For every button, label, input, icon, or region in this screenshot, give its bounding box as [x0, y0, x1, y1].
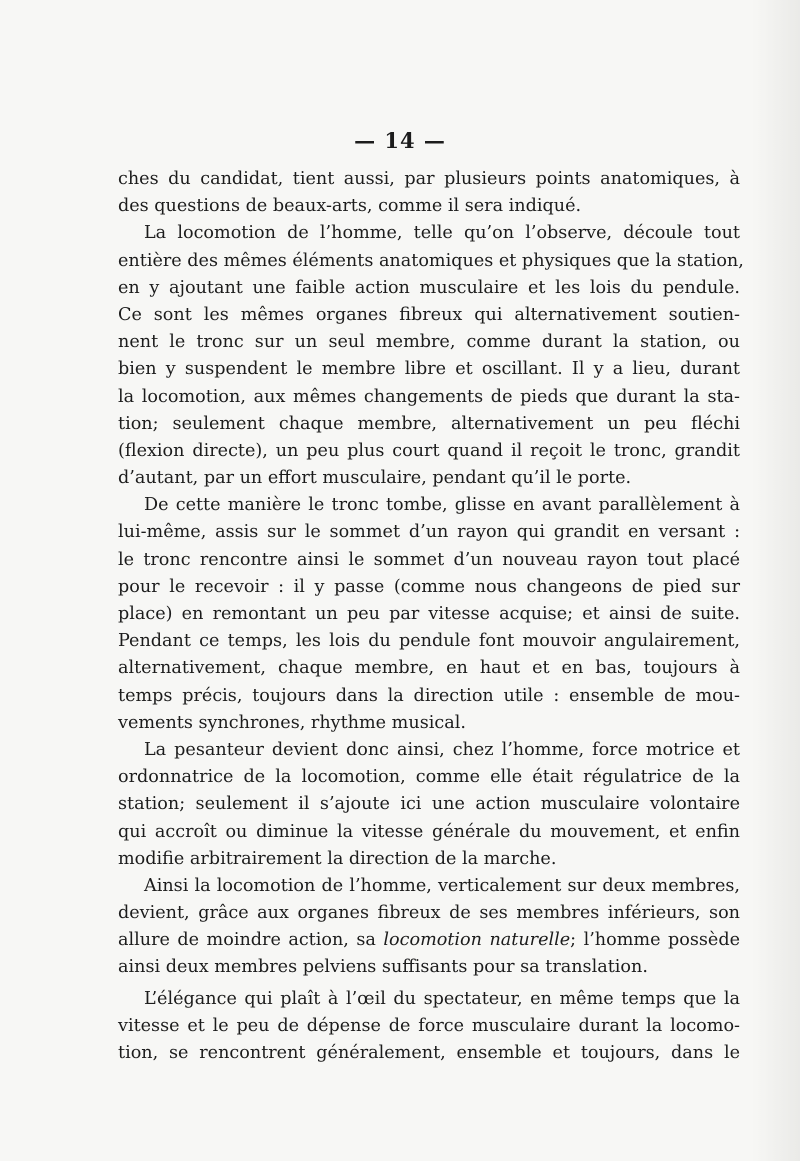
text-line: lui-même, assis sur le sommet d’un rayon qui grandit en versant :: [118, 522, 740, 543]
text-line: Ainsi la locomotion de l’homme, verticalement sur deux membres,: [144, 875, 740, 896]
text-line: pour le recevoir : il y passe (comme nous changeons de pied sur: [118, 576, 740, 597]
text-line: alternativement, chaque membre, en haut et en bas, toujours à: [118, 658, 740, 679]
text-line: Ce sont les mêmes organes fibreux qui alternativement soutien-: [118, 304, 740, 325]
text-line: temps précis, toujours dans la direction utile : ensemble de mou-: [118, 685, 740, 706]
text-line: qui accroît ou diminue la vitesse générale du mouvement, et enfin: [118, 821, 740, 842]
text-line: d’autant, par un effort musculaire, pendant qu’il le porte.: [118, 468, 632, 489]
page-edge-shadow: [752, 0, 800, 1161]
text-line: De cette manière le tronc tombe, glisse en avant parallèlement à: [144, 495, 740, 516]
text-line: tion, se rencontrent généralement, ensemble et toujours, dans le: [118, 1043, 740, 1063]
text-line: tion; seulement chaque membre, alternativement un peu fléchi: [118, 413, 740, 434]
text-line: des questions de beaux-arts, comme il sera indiqué.: [118, 196, 582, 217]
text-line: vements synchrones, rhythme musical.: [118, 712, 466, 733]
text-line: La locomotion de l’homme, telle qu’on l’observe, découle tout: [144, 223, 740, 244]
text-line: devient, grâce aux organes fibreux de ses membres inférieurs, son: [118, 903, 740, 924]
text-line: nent le tronc sur un seul membre, comme durant la station, ou: [118, 332, 740, 353]
text-line: modifie arbitrairement la direction de la marche.: [118, 848, 557, 869]
text-line: vitesse et le peu de dépense de force musculaire durant la locomo-: [118, 1015, 740, 1036]
text-line: [118, 927, 740, 954]
text-line: le tronc rencontre ainsi le sommet d’un nouveau rayon tout placé: [118, 549, 740, 570]
text-line: La pesanteur devient donc ainsi, chez l’homme, force motrice et: [144, 739, 740, 760]
page-number: — 14 —: [354, 128, 446, 153]
text-line: L’élégance qui plaît à l’œil du spectateur, en même temps que la: [144, 988, 740, 1009]
text-line: station; seulement il s’ajoute ici une action musculaire volontaire: [118, 794, 740, 815]
body-text: [118, 166, 744, 1067]
text-line: ches du candidat, tient aussi, par plusieurs points anatomiques, à: [118, 169, 740, 189]
text-line: place) en remontant un peu par vitesse acquise; et ainsi de suite.: [118, 604, 740, 624]
text-line: ordonnatrice de la locomotion, comme elle était régulatrice de la: [118, 767, 740, 788]
text-segment: allure de moindre action, sa: [118, 930, 376, 951]
text-line: ainsi deux membres pelviens suffisants pour sa translation.: [118, 957, 648, 978]
text-line: (flexion directe), un peu plus court quand il reçoit le tronc, grandit: [118, 440, 740, 461]
text-line: Pendant ce temps, les lois du pendule font mouvoir angulairement,: [118, 631, 740, 652]
text-line: la locomotion, aux mêmes changements de pieds que durant la sta-: [118, 386, 740, 407]
text-line: en y ajoutant une faible action musculaire et les lois du pendule.: [118, 277, 740, 298]
text-line: bien y suspendent le membre libre et oscillant. Il y a lieu, durant: [118, 359, 740, 380]
italic-term: locomotion naturelle: [383, 930, 571, 951]
text-segment: ; l’homme possède: [570, 930, 740, 951]
text-line: entière des mêmes éléments anatomiques et physiques que la station,: [118, 250, 744, 271]
